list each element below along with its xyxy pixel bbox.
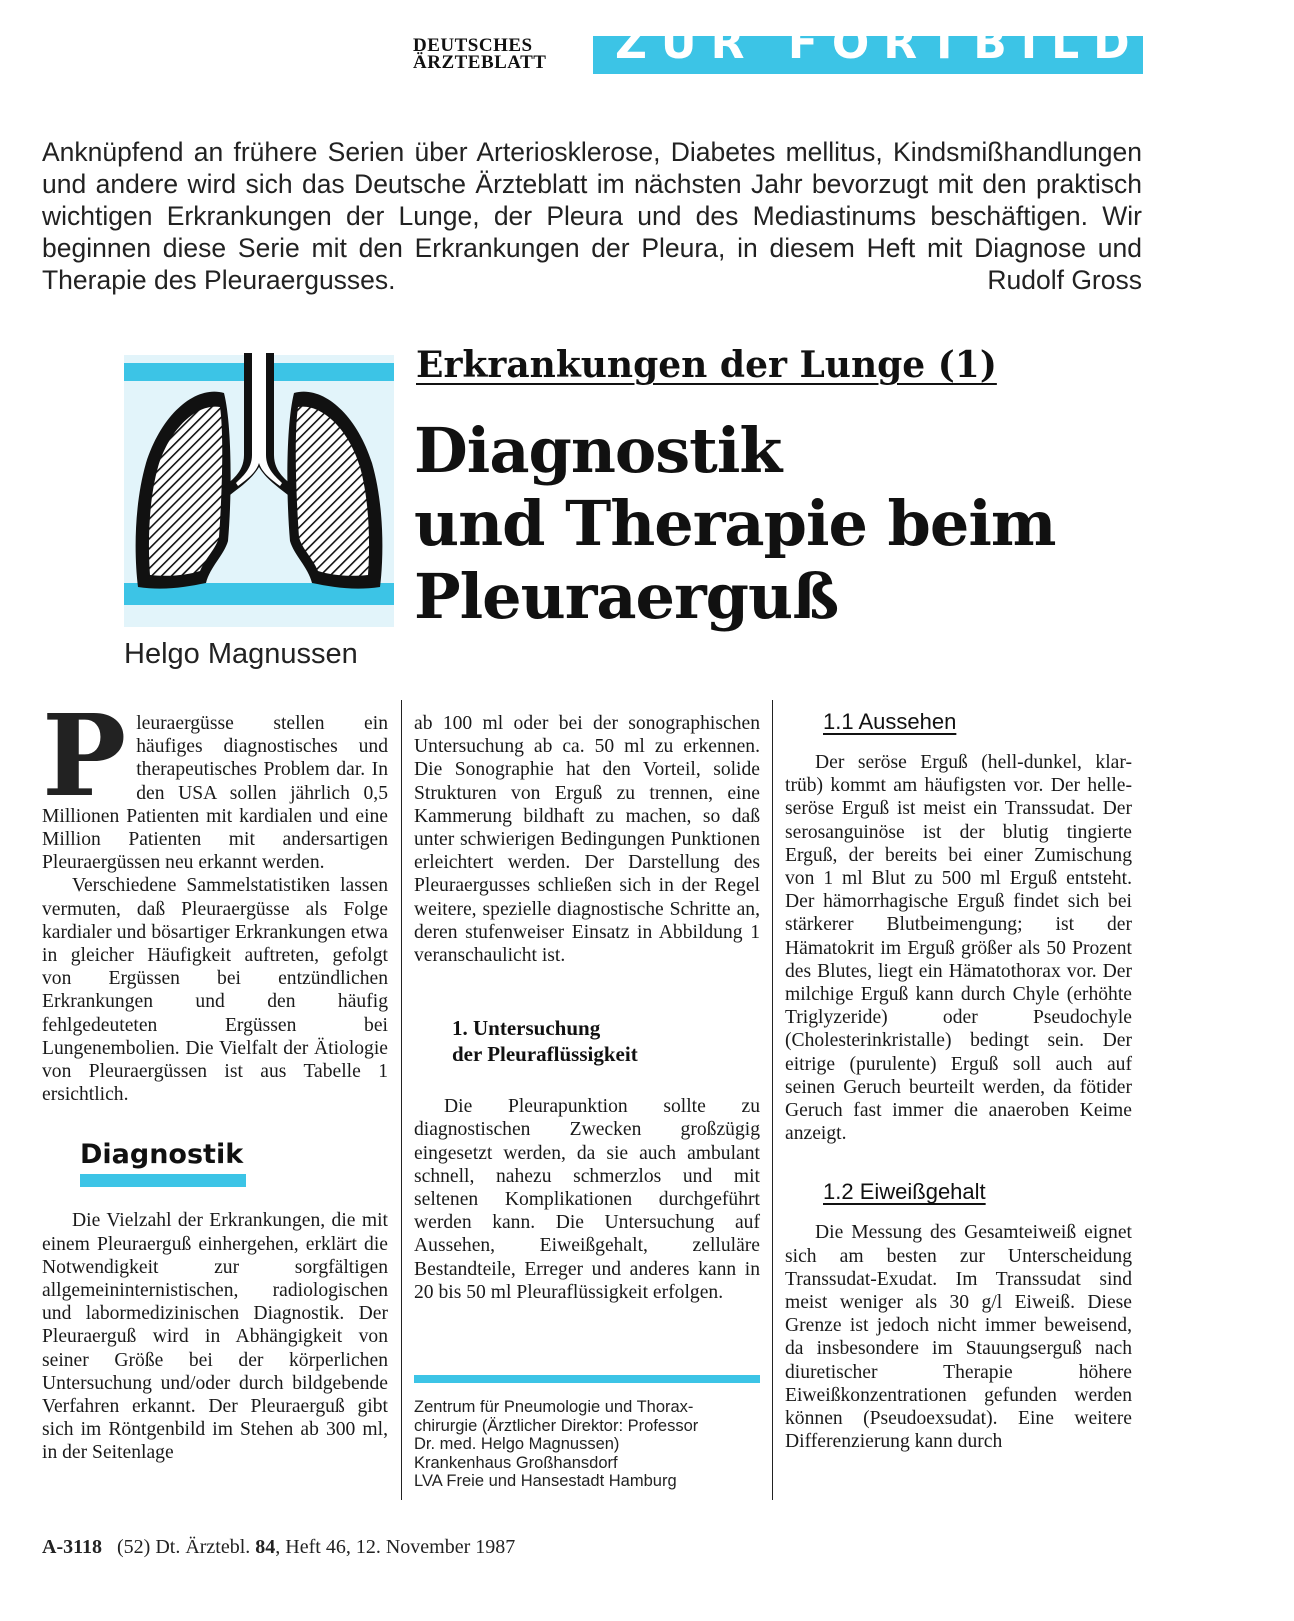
paragraph: Pleuraergüsse stellen ein häufiges diagnostisches und therapeutisches Problem dar. In den USA sollen jährlich 0,5 Millionen Patienten mit kardialen und eine Million Patienten mit andersartigen Pleuraergüssen neu erkannt werden. [42,691,388,874]
column-rule-2 [772,700,773,1500]
paragraph: Die Messung des Gesamteiweiß eignet sich am besten zur Unterscheidung Transsudat-Exudat. Im Transsudat sind meist weniger als 30 g/l Eiweiß. Diese Grenze ist jedoch nicht immer beweisend, da insbesondere im Stauungserguß nach diuretischer Therapie höhere Eiweißkonzentrationen gefunden werden können (Pseudoexsudat). Eine weitere Differenzierung kann durch [785,1222,1132,1453]
intro-paragraph [42,136,1142,296]
title-line-3: Pleuraerguß [414,560,839,633]
subsection-heading-eiweissgehalt: 1.2 Eiweißgehalt [823,1179,986,1205]
affiliation-line: Dr. med. Helgo Magnussen) [414,1435,620,1453]
text-column-3 [785,709,1132,1453]
heading-accent-bar [80,1174,246,1187]
intro-text: Anknüpfend an frühere Serien über Arteriosklerose, Diabetes mellitus, Kindsmißhandlungen und andere wird sich das Deutsche Ärzteblatt im nächsten Jahr bevorzugt mit den praktisch wichtigen Erkrankungen der Lunge, der Pleura und des Mediastinums beschäftigen. Wir beginnen diese Serie mit den Erkrankungen der Pleura, in diesem Heft mit Diagnose und Therapie des Pleuraergusses. [42,137,1142,295]
brand-line-2: ÄRZTEBLATT [413,52,547,73]
paragraph: Die Pleurapunktion sollte zu diagnostischen Zwecken großzügig eingesetzt werden, da sie auch ambulant schnell, nahezu schmerzlos und mit seltenen Komplikationen durchgeführt werden kann. Die Untersuchung auf Aussehen, Eiweißgehalt, zelluläre Bestandteile, Erreger und anderes kann in 20 bis 50 ml Pleuraflüssigkeit erfolgen. [414,1096,760,1303]
section-heading-untersuchung [452,1015,760,1067]
brand-line-1: DEUTSCHES [413,35,533,56]
column-rule-1 [401,700,402,1500]
author-affiliation [414,1398,760,1491]
affiliation-line: Zentrum für Pneumologie und Thorax- [414,1398,694,1416]
section-band [593,18,1294,74]
page-code: A-3118 [42,1536,102,1558]
lungs-icon [124,355,394,627]
affiliation-line: chirurgie (Ärztlicher Direktor: Professor [414,1416,699,1435]
affiliation-line: LVA Freie und Hansestadt Hamburg [414,1472,677,1490]
heading-line-1: 1. Untersuchung [452,1016,601,1041]
issue-date: , Heft 46, 12. November 1987 [275,1536,516,1558]
page-footer [42,1536,515,1559]
article-title [414,414,1154,633]
affiliation-line: Krankenhaus Großhansdorf [414,1453,618,1472]
title-line-2: und Therapie beim [414,487,1056,560]
section-label: ZUR FORTBILDUNG [615,18,1294,69]
masthead-brand [413,37,583,71]
paragraph: Verschiedene Sammelstatistiken lassen vermuten, daß Pleuraergüsse als Folge kardialer und bösartiger Erkrankungen etwa in gleicher Häufigkeit auftreten, gefolgt von Ergüssen bei entzündlichen Erkrankungen und den häufig fehlgedeuteten Ergüssen bei Lungenembolien. Die Vielfalt der Ätiologie von Pleuraergüssen ist aus Tabelle 1 ersichtlich. [42,875,388,1106]
paragraph: Der seröse Erguß (hell-dunkel, klar-trüb) kommt am häufigsten vor. Der helle-seröse Erguß ist meist ein Transsudat. Der serosanguinöse ist der blutig tingierte Erguß, der bereits bei einer Zumischung von 1 ml Blut zu 500 ml Erguß entsteht. Der hämorrhagische Erguß findet sich bei stärkerer Blutbeimengung; ist der Hämatokrit im Erguß größer als 50 Prozent des Blutes, liegt ein Hämatothorax vor. Der milchige Erguß kann durch Chyle (erhöhte Triglyzeride) oder Pseudochyle (Cholesterinkristalle) bedingt sein. Der eitrige (purulente) Erguß soll auch auf seinen Geruch beurteilt werden, da fötider Geruch fast immer die anaeroben Keime anzeigt. [785,752,1132,1145]
title-line-1: Diagnostik [414,414,782,487]
affiliation-accent-bar [414,1375,760,1383]
volume-number: 84 [255,1536,276,1558]
heading-line-2: der Pleuraflüssigkeit [452,1042,638,1067]
paragraph: Die Vielzahl der Erkrankungen, die mit einem Pleuraerguß einhergehen, erklärt die Notwendigkeit zur sorgfältigen allgemeininternistischen, radiologischen und labormedizinischen Diagnostik. Der Pleuraerguß wird in Abhängigkeit von seiner Größe bei der körperlichen Untersuchung und/oder durch bildgebende Verfahren erkannt. Der Pleuraerguß gibt sich im Röntgenbild im Stehen ab 300 ml, in der Seitenlage [42,1210,388,1464]
paragraph: ab 100 ml oder bei der sonographischen Untersuchung ab ca. 50 ml zu erkennen. Die Sonographie hat den Vorteil, solide Strukturen von Erguß zu trennen, eine Kammerung bildhaft zu machen, so daß unter schwierigen Bedingungen Punktionen erleichtert werden. Der Darstellung des Pleuraergusses schließen sich in der Regel weitere, spezielle diagnostische Schritte an, deren stufenweiser Einsatz in Abbildung 1 veranschaulicht ist. [414,713,760,967]
subsection-heading-aussehen: 1.1 Aussehen [823,709,957,734]
text-column-1 [42,691,388,1465]
intro-signature: Rudolf Gross [987,265,1142,295]
series-title: Erkrankungen der Lunge (1) [416,344,997,386]
journal-ref: (52) Dt. Ärztebl. [117,1536,251,1558]
author-name: Helgo Magnussen [124,638,358,670]
section-heading-diagnostik: Diagnostik [80,1139,244,1171]
drop-cap: P [42,691,127,822]
text-column-2 [414,712,760,1304]
